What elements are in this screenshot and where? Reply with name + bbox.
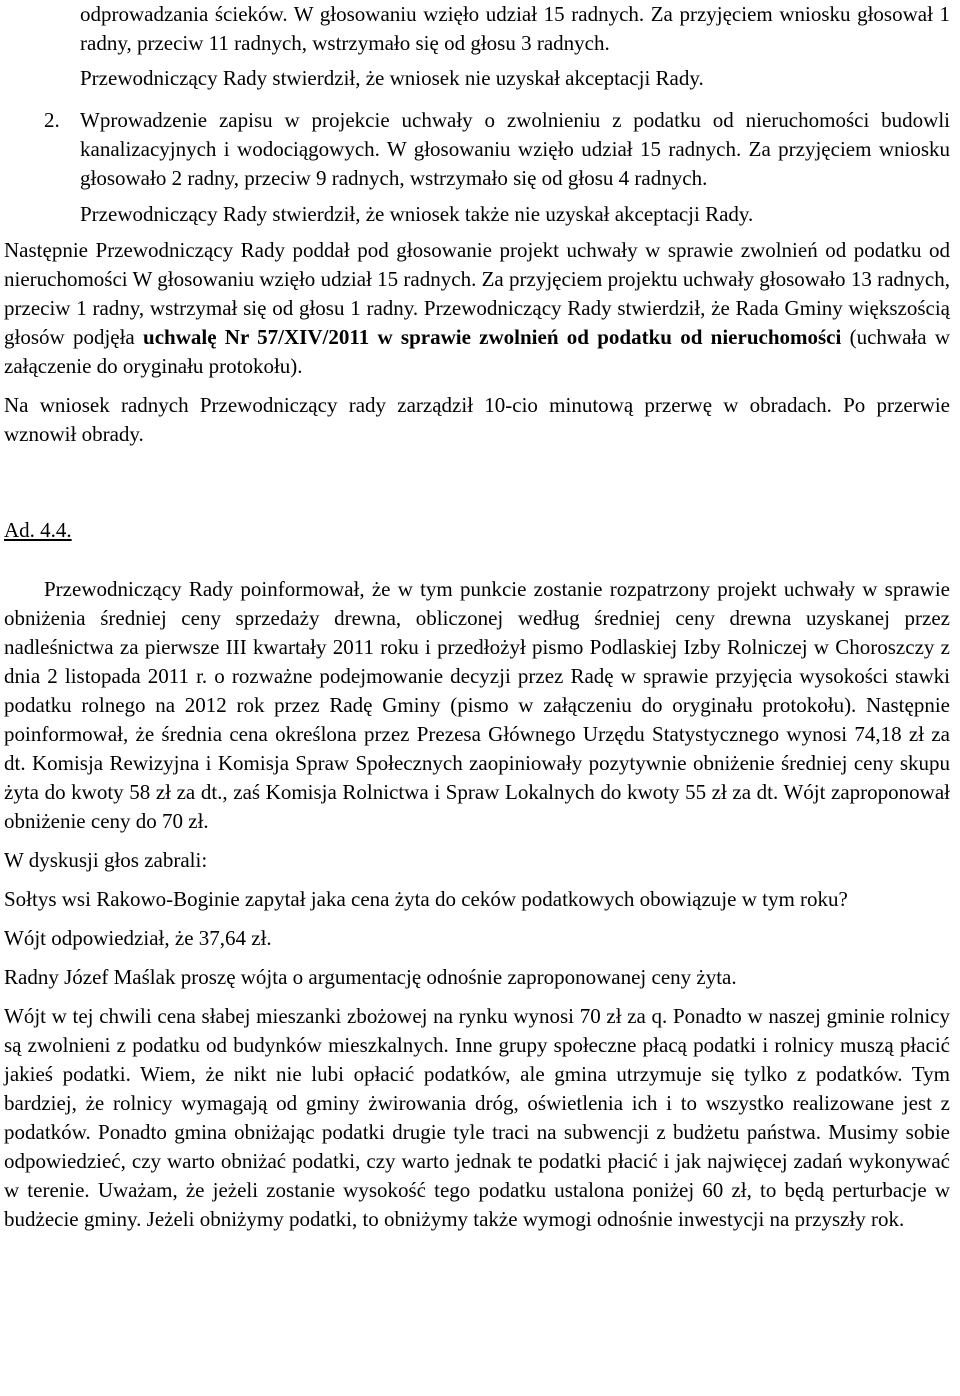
list-item-2 bbox=[4, 106, 950, 193]
paragraph-not-accepted-1: Przewodniczący Rady stwierdził, że wniosek nie uzyskał akceptacji Rady. bbox=[80, 66, 704, 90]
list-item-text: Wprowadzenie zapisu w projekcie uchwały o zwolnieniu z podatku od nieruchomości budowli kanalizacyjnych i wodociągowych. W głosowaniu wzięło udział 15 radnych. Za przyjęciem wniosku głosowało 2 radny, przeciw 9 radnych, wstrzymało się od głosu 4 radnych. bbox=[80, 108, 950, 190]
paragraph-wojt-answer: Wójt odpowiedział, że 37,64 zł. bbox=[4, 926, 272, 950]
resolution-title: uchwalę Nr 57/XIV/2011 w sprawie zwolnień od podatku od nieruchomości bbox=[143, 325, 842, 349]
resolution-text-start: Następnie Przewodniczący Rady poddał pod głosowanie projekt uchwały w sprawie zwolnień od podatku od nieruchomości W głosowaniu wzięło udział 15 radnych. Za przyjęciem projektu uchwały głosowało 13 radnych, przeciw 1 radny, wstrzymał się od głosu 1 radny. Przewodniczący Rady stwierdził, że Rada Gminy większością głosów podjęła bbox=[4, 238, 950, 349]
paragraph-chairman-info: Przewodniczący Rady poinformował, że w tym punkcie zostanie rozpatrzony projekt uchwały w sprawie obniżenia średniej ceny sprzedaży drewna, obliczonej według średniej ceny drewna uzyskanej przez nadleśnictwa za pierwsze III kwartały 2011 roku i przedłożył pismo Podlaskiej Izby Rolniczej w Choroszczy z dnia 2 listopada 2011 r. o rozważne podejmowanie decyzji przez Radę w sprawie przyjęcia wysokości stawki podatku rolnego na 2012 rok przez Radę Gminy (pismo w załączeniu do oryginału protokołu). Następnie poinformował, że średnia cena określona przez Prezesa Głównego Urzędu Statystycznego wynosi 74,18 zł za dt. Komisja Rewizyjna i Komisja Spraw Społecznych zaopiniowały pozytywnie obniżenie średniej ceny skupu żyta do kwoty 58 zł za dt., zaś Komisja Rolnictwa i Spraw Lokalnych do kwoty 55 zł za dt. Wójt zaproponował obniżenie ceny do 70 zł. bbox=[4, 577, 950, 833]
paragraph-radny-request: Radny Józef Maślak proszę wójta o argumentację odnośnie zaproponowanej ceny żyta. bbox=[4, 965, 737, 989]
list-item-number: 2. bbox=[44, 108, 60, 132]
paragraph-vote-result-1: odprowadzania ścieków. W głosowaniu wzięło udział 15 radnych. Za przyjęciem wniosku głosował 1 radny, przeciw 11 radnych, wstrzymało się od głosu 3 radnych. bbox=[80, 2, 950, 55]
paragraph-not-accepted-2: Przewodniczący Rady stwierdził, że wniosek także nie uzyskał akceptacji Rady. bbox=[80, 202, 754, 226]
section-heading-ad-4-4: Ad. 4.4. bbox=[4, 518, 72, 542]
paragraph-break-announcement: Na wniosek radnych Przewodniczący rady zarządził 10-cio minutową przerwę w obradach. Po przerwie wznowił obrady. bbox=[4, 393, 950, 446]
resolution-text-end: (uchwała w załączenie do oryginału protokołu). bbox=[4, 325, 950, 378]
paragraph-resolution-vote bbox=[4, 236, 950, 381]
paragraph-soltys-question: Sołtys wsi Rakowo-Boginie zapytał jaka cena żyta do ceków podatkowych obowiązuje w tym roku? bbox=[4, 887, 848, 911]
paragraph-wojt-explanation: Wójt w tej chwili cena słabej mieszanki zbożowej na rynku wynosi 70 zł za q. Ponadto w naszej gminie rolnicy są zwolnieni z podatku od budynków mieszkalnych. Inne grupy społeczne płacą podatki i rolnicy muszą płacić jakieś podatki. Wiem, że nikt nie lubi opłacić podatków, ale gmina utrzymuje się tylko z podatków. Tym bardziej, że rolnicy wymagają od gminy żwirowania dróg, oświetlenia ich i to wszystko realizowane jest z podatków. Ponadto gmina obniżając podatki drugie tyle traci na subwencji z budżetu państwa. Musimy sobie odpowiedzieć, czy warto obniżać podatki, czy warto jednak te podatki płacić i jak najwięcej zadań wykonywać w terenie. Uważam, że jeżeli zostanie wysokość tego podatku ustalona poniżej 60 zł, to będą perturbacje w budżecie gminy. Jeżeli obniżymy podatki, to obniżymy także wymogi odnośnie inwestycji na przyszły rok. bbox=[4, 1004, 950, 1231]
paragraph-discussion-header: W dyskusji głos zabrali: bbox=[4, 848, 208, 872]
